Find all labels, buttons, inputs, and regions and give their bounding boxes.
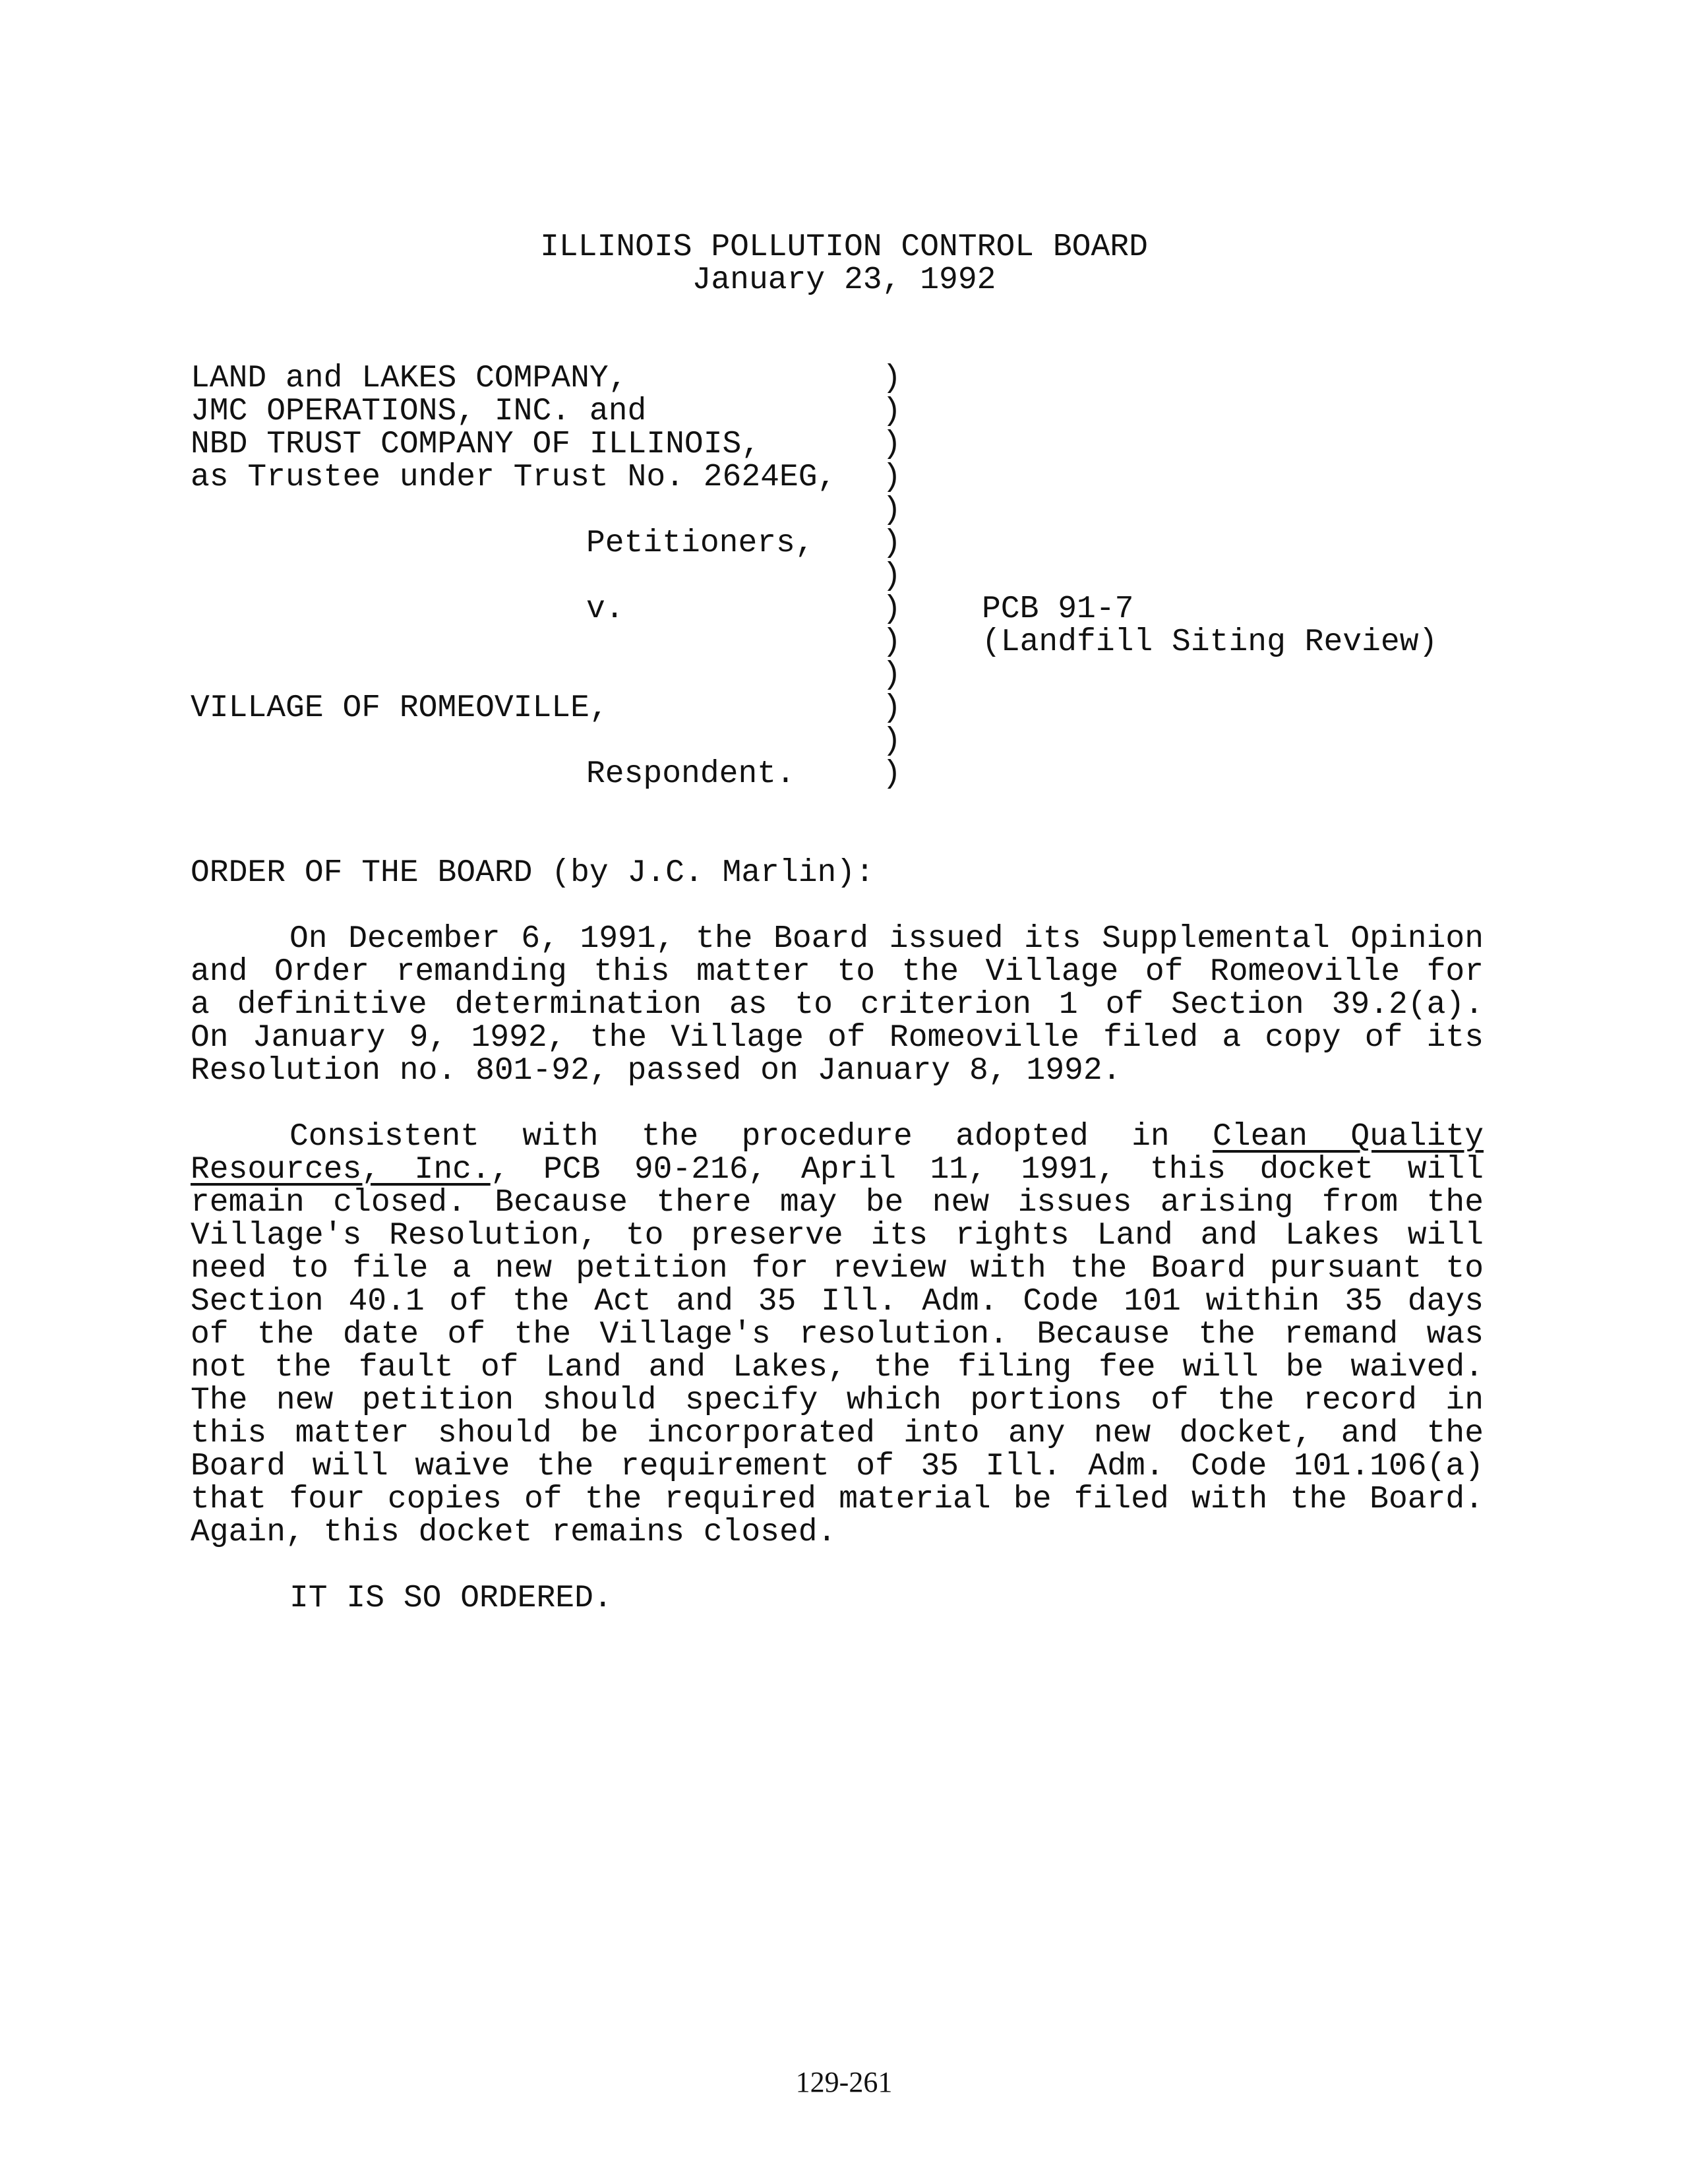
caption-paren: ) [882,624,901,660]
case-citation-part1: Clean Quality [1213,1119,1484,1155]
board-title: ILLINOIS POLLUTION CONTROL BOARD [540,229,1148,265]
caption-paren: ) [882,592,901,627]
order-date: January 23, 1992 [692,262,996,298]
petitioner-line: NBD TRUST COMPANY OF ILLINOIS, [191,427,761,462]
paragraph2-line: Section 40.1 of the Act and 35 Ill. Adm. Code 101 within 35 days [191,1284,1484,1320]
paragraph2-line: Board will waive the requirement of 35 Ill. Adm. Code 101.106(a) [191,1449,1484,1484]
petitioner-line: JMC OPERATIONS, INC. and [191,394,647,429]
caption-paren: ) [882,526,901,561]
case-citation-part2: Resources, Inc. [191,1152,491,1188]
paragraph2-prefix: Consistent with the procedure adopted in [289,1119,1170,1155]
petitioner-line: as Trustee under Trust No. 2624EG, [191,460,837,495]
petitioners-label: Petitioners, [586,526,814,561]
paragraph1-line: and Order remanding this matter to the Village of Romeoville for [191,954,1484,990]
case-type: (Landfill Siting Review) [982,624,1438,660]
respondent-label: Respondent. [586,756,795,792]
paragraph2-line: this matter should be incorporated into any new docket, and the [191,1416,1484,1451]
paragraph2-line: that four copies of the required material be filed with the Board. [191,1482,1484,1517]
paragraph2-line: The new petition should specify which portions of the record in [191,1383,1484,1418]
paragraph2-last-line: Again, this docket remains closed. [191,1515,837,1550]
closing-statement: IT IS SO ORDERED. [289,1581,613,1616]
caption-paren: ) [882,657,901,693]
caption-paren: ) [882,361,901,396]
paragraph2-line: of the date of the Village's resolution. Because the remand was [191,1317,1484,1352]
case-number: PCB 91-7 [982,592,1134,627]
petitioner-line: LAND and LAKES COMPANY, [191,361,628,396]
paragraph2-line: remain closed. Because there may be new issues arising from the [191,1185,1484,1221]
caption-paren: ) [882,493,901,528]
caption-paren: ) [882,559,901,594]
paragraph1-line: a definitive determination as to criterion 1 of Section 39.2(a). [191,987,1484,1023]
paragraph1-line: On December 6, 1991, the Board issued its Supplemental Opinion [289,921,1484,957]
caption-paren: ) [882,756,901,792]
paragraph2-suffix: , PCB 90-216, April 11, 1991, this docket will [490,1152,1484,1188]
caption-paren: ) [882,427,901,462]
page-number: 129-261 [795,2066,893,2098]
order-heading: ORDER OF THE BOARD (by J.C. Marlin): [191,855,874,891]
caption-paren: ) [882,690,901,726]
paragraph1-line: On January 9, 1992, the Village of Romeoville filed a copy of its [191,1020,1484,1056]
paragraph2-line: Village's Resolution, to preserve its rights Land and Lakes will [191,1218,1484,1254]
paragraph1-line: Resolution no. 801-92, passed on January 8, 1992. [191,1053,1122,1089]
paragraph2-line: need to file a new petition for review with the Board pursuant to [191,1251,1484,1287]
paragraph2-first-line [289,1120,1484,1153]
caption-paren: ) [882,394,901,429]
caption-paren: ) [882,723,901,759]
paragraph2-line: not the fault of Land and Lakes, the filing fee will be waived. [191,1350,1484,1385]
caption-paren: ) [882,460,901,495]
versus-label: v. [586,592,624,627]
paragraph2-second-line [191,1153,1484,1186]
respondent-name: VILLAGE OF ROMEOVILLE, [191,690,609,726]
